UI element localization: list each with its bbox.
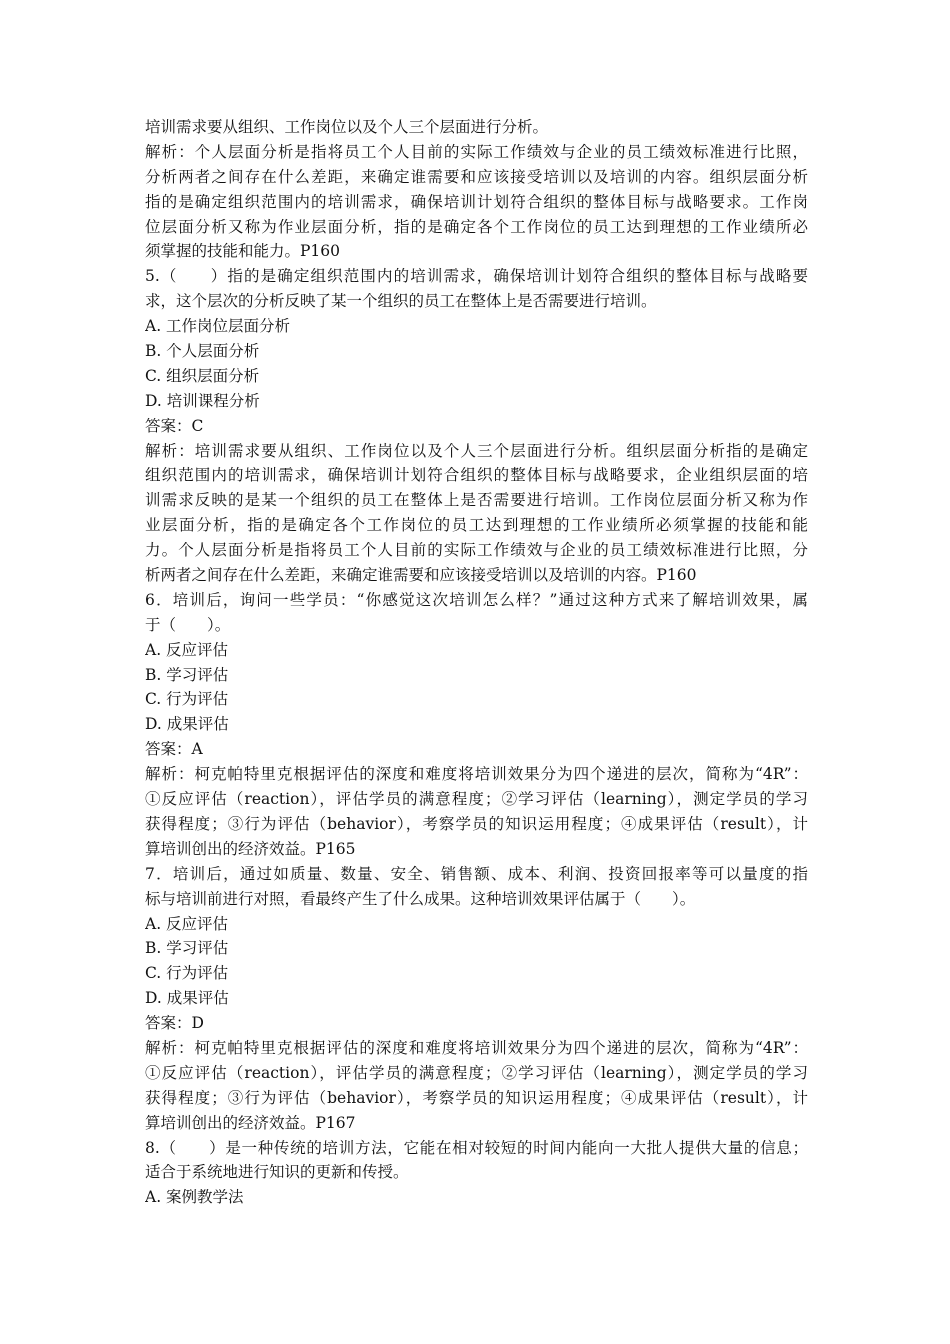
text-line: 分析两者之间存在什么差距，来确定谁需要和应该接受培训以及培训的内容。组织层面分析	[145, 167, 808, 186]
text-line: 算培训创出的经济效益。P167	[145, 1113, 356, 1132]
text-line: 析两者之间存在什么差距，来确定谁需要和应该接受培训以及培训的内容。P160	[145, 566, 697, 585]
text-line: ①反应评估（reaction），评估学员的满意程度；②学习评估（learning），测定学员的学习	[145, 790, 808, 809]
text-line: 算培训创出的经济效益。P165	[145, 839, 356, 858]
text-line: 6．培训后，询问一些学员：“你感觉这次培训怎么样？”通过这种方式来了解培训效果，属	[145, 590, 808, 609]
text-line: 获得程度；③行为评估（behavior），考察学员的知识运用程度；④成果评估（result），计	[145, 1088, 808, 1107]
text-line: 须掌握的技能和能力。P160	[145, 242, 341, 261]
text-line: 适合于系统地进行知识的更新和传授。	[145, 1163, 409, 1182]
text-line: 指的是确定组织范围内的培训需求，确保培训计划符合组织的整体目标与战略要求。工作岗	[145, 192, 808, 211]
text-line: C. 组织层面分析	[145, 366, 260, 385]
text-line: D. 成果评估	[145, 715, 229, 734]
text-line: D. 成果评估	[145, 989, 229, 1008]
text-line: 答案：A	[145, 740, 203, 759]
text-line: 求，这个层次的分析反映了某一个组织的员工在整体上是否需要进行培训。	[145, 292, 657, 311]
text-line: 力。个人层面分析是指将员工个人目前的实际工作绩效与企业的员工绩效标准进行比照，分	[145, 541, 808, 560]
text-line: 7．培训后，通过如质量、数量、安全、销售额、成本、利润、投资回报率等可以量度的指	[145, 864, 808, 883]
text-line: 8.（ ）是一种传统的培训方法，它能在相对较短的时间内能向一大批人提供大量的信息；	[145, 1138, 808, 1157]
text-line: B. 学习评估	[145, 665, 229, 684]
text-line: 解析：培训需求要从组织、工作岗位以及个人三个层面进行分析。组织层面分析指的是确定	[145, 441, 808, 460]
text-line: 组织范围内的培训需求，确保培训计划符合组织的整体目标与战略要求，企业组织层面的培	[145, 466, 808, 485]
text-line: 获得程度；③行为评估（behavior），考察学员的知识运用程度；④成果评估（result），计	[145, 814, 808, 833]
text-line: B. 学习评估	[145, 939, 229, 958]
text-line: 解析：个人层面分析是指将员工个人目前的实际工作绩效与企业的员工绩效标准进行比照，	[145, 142, 808, 161]
text-line: 训需求反映的是某一个组织的员工在整体上是否需要进行培训。工作岗位层面分析又称为作	[145, 491, 808, 510]
text-line: 解析：柯克帕特里克根据评估的深度和难度将培训效果分为四个递进的层次，简称为“4R”：	[145, 1038, 808, 1057]
text-line: 培训需求要从组织、工作岗位以及个人三个层面进行分析。	[145, 118, 549, 136]
text-line: D. 培训课程分析	[145, 391, 260, 410]
text-line: C. 行为评估	[145, 964, 229, 983]
text-line: 解析：柯克帕特里克根据评估的深度和难度将培训效果分为四个递进的层次，简称为“4R”：	[145, 765, 808, 784]
text-line: 位层面分析又称为作业层面分析，指的是确定各个工作岗位的员工达到理想的工作业绩所必	[145, 217, 808, 236]
text-line: 标与培训前进行对照，看最终产生了什么成果。这种培训效果评估属于（ ）。	[145, 889, 696, 908]
text-line: A. 案例教学法	[145, 1188, 244, 1207]
document-page	[145, 115, 808, 1210]
text-line: A. 反应评估	[145, 640, 229, 659]
text-line: 业层面分析，指的是确定各个工作岗位的员工达到理想的工作业绩所必须掌握的技能和能	[145, 516, 808, 535]
text-line: 答案：D	[145, 1014, 204, 1033]
text-line: 于（ ）。	[145, 615, 231, 634]
text-line: A. 反应评估	[145, 914, 229, 933]
text-line: 5.（ ）指的是确定组织范围内的培训需求，确保培训计划符合组织的整体目标与战略要	[145, 267, 808, 286]
text-line: ①反应评估（reaction），评估学员的满意程度；②学习评估（learning），测定学员的学习	[145, 1063, 808, 1082]
text-line: A. 工作岗位层面分析	[145, 317, 291, 336]
text-line: 答案：C	[145, 416, 204, 435]
text-line: B. 个人层面分析	[145, 342, 260, 361]
text-line: C. 行为评估	[145, 690, 229, 709]
